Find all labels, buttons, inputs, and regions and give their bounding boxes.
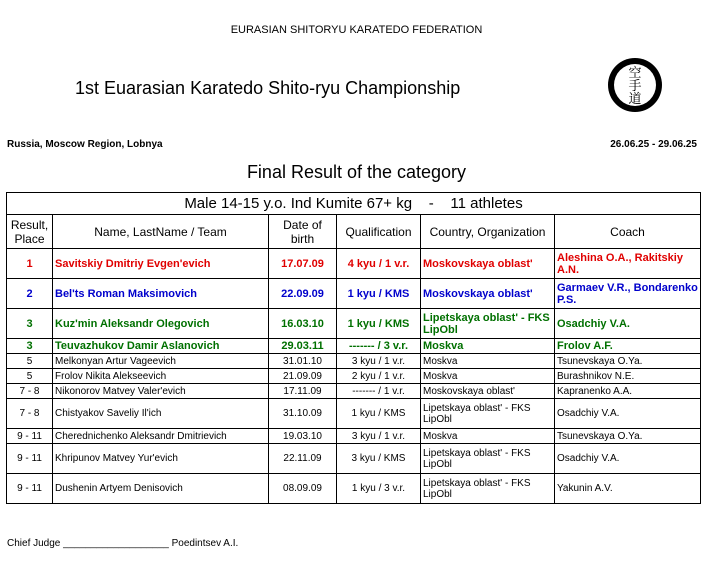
coach-cell: Osadchiy V.A. bbox=[555, 399, 701, 429]
coach-cell: Osadchiy V.A. bbox=[555, 309, 701, 339]
place-cell: 3 bbox=[7, 339, 53, 354]
place-cell: 9 - 11 bbox=[7, 444, 53, 474]
coach-cell: Tsunevskaya O.Ya. bbox=[555, 354, 701, 369]
qualification-cell: 1 kyu / KMS bbox=[337, 309, 421, 339]
federation-name: EURASIAN SHITORYU KARATEDO FEDERATION bbox=[230, 24, 483, 36]
qualification-cell: 2 kyu / 1 v.r. bbox=[337, 369, 421, 384]
place-cell: 2 bbox=[7, 279, 53, 309]
place-cell: 1 bbox=[7, 249, 53, 279]
name-cell: Kuz'min Aleksandr Olegovich bbox=[53, 309, 269, 339]
qualification-cell: 3 kyu / 1 v.r. bbox=[337, 354, 421, 369]
event-location: Russia, Moscow Region, Lobnya bbox=[7, 139, 163, 150]
coach-cell: Frolov A.F. bbox=[555, 339, 701, 354]
col-header-name: Name, LastName / Team bbox=[53, 215, 269, 249]
dob-cell: 21.09.09 bbox=[269, 369, 337, 384]
qualification-cell: 3 kyu / KMS bbox=[337, 444, 421, 474]
coach-cell: Burashnikov N.E. bbox=[555, 369, 701, 384]
table-row bbox=[7, 429, 701, 444]
place-cell: 7 - 8 bbox=[7, 399, 53, 429]
logo-glyph-2: 手 bbox=[628, 79, 642, 94]
name-cell: Frolov Nikita Alekseevich bbox=[53, 369, 269, 384]
country-cell: Moskva bbox=[421, 339, 555, 354]
table-row bbox=[7, 354, 701, 369]
col-header-dob: Date of birth bbox=[269, 215, 337, 249]
coach-cell: Aleshina O.A., Rakitskiy A.N. bbox=[555, 249, 701, 279]
country-cell: Moskva bbox=[421, 354, 555, 369]
coach-cell: Osadchiy V.A. bbox=[555, 444, 701, 474]
table-row bbox=[7, 249, 701, 279]
name-cell: Nikonorov Matvey Valer'evich bbox=[53, 384, 269, 399]
qualification-cell: 1 kyu / KMS bbox=[337, 399, 421, 429]
name-cell: Melkonyan Artur Vageevich bbox=[53, 354, 269, 369]
place-cell: 9 - 11 bbox=[7, 429, 53, 444]
table-row bbox=[7, 444, 701, 474]
qualification-cell: ------- / 3 v.r. bbox=[337, 339, 421, 354]
category-title: Male 14-15 y.o. Ind Kumite 67+ kg - 11 athletes bbox=[7, 193, 701, 215]
table-row bbox=[7, 399, 701, 429]
place-cell: 9 - 11 bbox=[7, 474, 53, 504]
country-cell: Moskovskaya oblast' bbox=[421, 384, 555, 399]
col-header-coach: Coach bbox=[555, 215, 701, 249]
championship-title: 1st Euarasian Karatedo Shito-ryu Championship bbox=[75, 78, 461, 98]
table-row bbox=[7, 369, 701, 384]
dob-cell: 22.11.09 bbox=[269, 444, 337, 474]
name-cell: Chistyakov Saveliy Il'ich bbox=[53, 399, 269, 429]
qualification-cell: ------- / 1 v.r. bbox=[337, 384, 421, 399]
place-cell: 7 - 8 bbox=[7, 384, 53, 399]
country-cell: Moskva bbox=[421, 429, 555, 444]
name-cell: Khripunov Matvey Yur'evich bbox=[53, 444, 269, 474]
results-table bbox=[6, 192, 701, 504]
dob-cell: 17.07.09 bbox=[269, 249, 337, 279]
name-cell: Savitskiy Dmitriy Evgen'evich bbox=[53, 249, 269, 279]
dob-cell: 17.11.09 bbox=[269, 384, 337, 399]
table-row bbox=[7, 474, 701, 504]
header-row bbox=[7, 215, 701, 249]
qualification-cell: 1 kyu / KMS bbox=[337, 279, 421, 309]
place-cell: 5 bbox=[7, 369, 53, 384]
coach-cell: Garmaev V.R., Bondarenko P.S. bbox=[555, 279, 701, 309]
country-cell: Lipetskaya oblast' - FKS LipObl bbox=[421, 474, 555, 504]
name-cell: Bel'ts Roman Maksimovich bbox=[53, 279, 269, 309]
coach-cell: Kapranenko A.A. bbox=[555, 384, 701, 399]
qualification-cell: 3 kyu / 1 v.r. bbox=[337, 429, 421, 444]
logo-glyph-3: 道 bbox=[628, 92, 642, 107]
country-cell: Lipetskaya oblast' - FKS LipObl bbox=[421, 444, 555, 474]
event-dates: 26.06.25 - 29.06.25 bbox=[610, 139, 697, 150]
dob-cell: 31.10.09 bbox=[269, 399, 337, 429]
country-cell: Moskovskaya oblast' bbox=[421, 249, 555, 279]
coach-cell: Yakunin A.V. bbox=[555, 474, 701, 504]
dob-cell: 19.03.10 bbox=[269, 429, 337, 444]
place-cell: 3 bbox=[7, 309, 53, 339]
col-header-country: Country, Organization bbox=[421, 215, 555, 249]
qualification-cell: 1 kyu / 3 v.r. bbox=[337, 474, 421, 504]
dob-cell: 16.03.10 bbox=[269, 309, 337, 339]
qualification-cell: 4 kyu / 1 v.r. bbox=[337, 249, 421, 279]
country-cell: Moskva bbox=[421, 369, 555, 384]
karatedo-logo bbox=[606, 56, 664, 114]
country-cell: Moskovskaya oblast' bbox=[421, 279, 555, 309]
col-header-qualification: Qualification bbox=[337, 215, 421, 249]
dob-cell: 22.09.09 bbox=[269, 279, 337, 309]
place-cell: 5 bbox=[7, 354, 53, 369]
chief-judge-line: Chief Judge ___________________ Poedintsev A.I. bbox=[7, 538, 239, 549]
results-body bbox=[7, 249, 701, 504]
table-row bbox=[7, 309, 701, 339]
final-result-title: Final Result of the category bbox=[246, 162, 467, 182]
country-cell: Lipetskaya oblast' - FKS LipObl bbox=[421, 309, 555, 339]
dob-cell: 08.09.09 bbox=[269, 474, 337, 504]
dob-cell: 31.01.10 bbox=[269, 354, 337, 369]
col-header-place: Result, Place bbox=[7, 215, 53, 249]
category-row bbox=[7, 193, 701, 215]
name-cell: Cherednichenko Aleksandr Dmitrievich bbox=[53, 429, 269, 444]
table-row bbox=[7, 384, 701, 399]
coach-cell: Tsunevskaya O.Ya. bbox=[555, 429, 701, 444]
country-cell: Lipetskaya oblast' - FKS LipObl bbox=[421, 399, 555, 429]
dob-cell: 29.03.11 bbox=[269, 339, 337, 354]
table-row bbox=[7, 339, 701, 354]
logo-glyph-1: 空 bbox=[628, 66, 642, 81]
name-cell: Teuvazhukov Damir Aslanovich bbox=[53, 339, 269, 354]
name-cell: Dushenin Artyem Denisovich bbox=[53, 474, 269, 504]
table-row bbox=[7, 279, 701, 309]
